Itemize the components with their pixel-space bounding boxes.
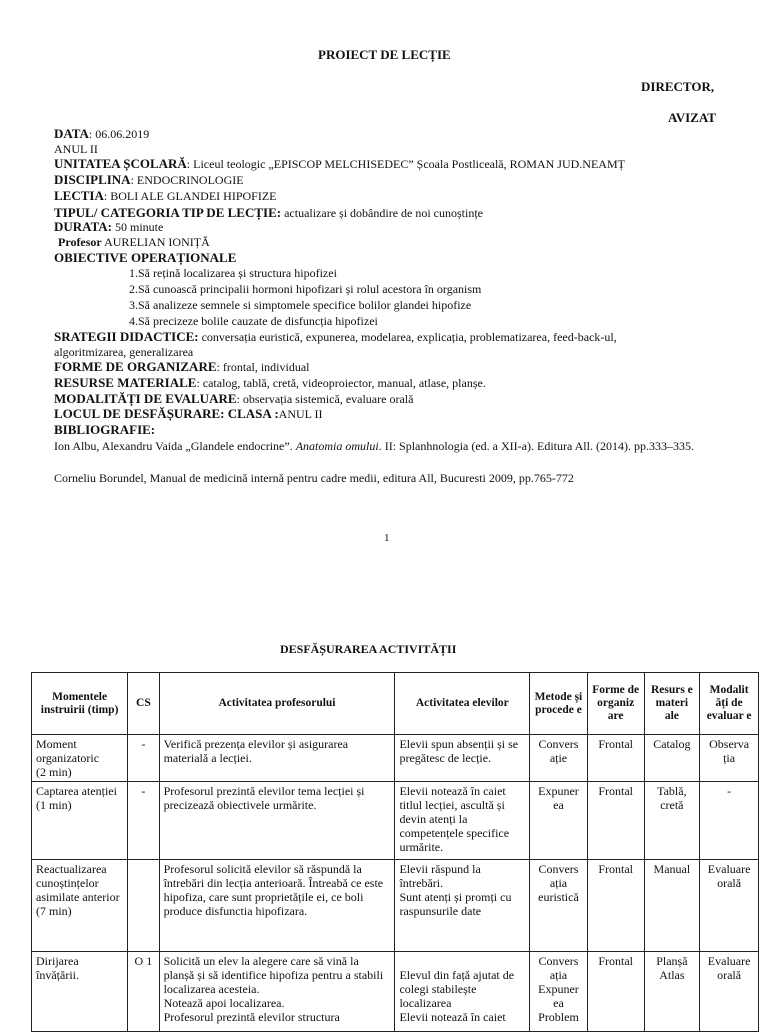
disciplina-line bbox=[54, 172, 244, 188]
cell-forme: Frontal bbox=[587, 782, 644, 860]
header-metode: Metode și procede e bbox=[530, 673, 588, 735]
header-forme: Forme de organiz are bbox=[587, 673, 644, 735]
biblio-1-details: . II: Splanhnologia (ed. a XII-a). Editura All. (2014). pp.333–335. bbox=[378, 439, 694, 453]
cell-moment: Captarea atenției (1 min) bbox=[32, 782, 128, 860]
header-elevi: Activitatea elevilor bbox=[395, 673, 530, 735]
disciplina-label: DISCIPLINA bbox=[54, 172, 131, 187]
cell-modalitati: Observa ția bbox=[700, 735, 759, 782]
strategii-line bbox=[54, 329, 617, 345]
modalitati-label: MODALITĂȚI DE EVALUARE bbox=[54, 391, 237, 406]
table-row bbox=[32, 952, 759, 1032]
cell-elevi: Elevul din față ajutat de colegi stabilește localizarea Elevii notează în caiet bbox=[395, 952, 530, 1032]
cell-resurse: Planșă Atlas bbox=[644, 952, 700, 1032]
bibliografie-item-2: Corneliu Borundel, Manual de medicină internă pentru cadre medii, editura All, Bucuresti 2009, pp.765-772 bbox=[54, 471, 574, 485]
table-row bbox=[32, 782, 759, 860]
cell-metode: Convers ație bbox=[530, 735, 588, 782]
forme-label: FORME DE ORGANIZARE bbox=[54, 359, 217, 374]
obiectiv-2: 2.Să cunoască principalii hormoni hipofizari și rolul acestora în organism bbox=[129, 282, 482, 296]
cell-forme: Frontal bbox=[587, 952, 644, 1032]
header-resurse: Resurs e materi ale bbox=[644, 673, 700, 735]
strategii-line-2: algoritmizarea, generalizarea bbox=[54, 345, 194, 359]
profesor-label: Profesor bbox=[58, 235, 102, 249]
avizat-label: AVIZAT bbox=[668, 110, 716, 125]
activity-table bbox=[31, 672, 759, 1032]
cell-elevi: Elevii răspund la întrebări. Sunt atenți și promți cu raspunsurile date bbox=[395, 860, 530, 952]
cell-cs: - bbox=[128, 782, 159, 860]
bibliografie-label: BIBLIOGRAFIE: bbox=[54, 422, 156, 437]
resurse-line bbox=[54, 375, 486, 391]
lectia-line bbox=[54, 188, 277, 204]
forme-value: : frontal, individual bbox=[216, 360, 310, 374]
unitatea-value: : Liceul teologic „EPISCOP MELCHISEDEC” Școala Postliceală, ROMAN JUD.NEAMȚ bbox=[186, 157, 625, 171]
lectia-label: LECTIA bbox=[54, 188, 104, 203]
obiective-label: OBIECTIVE OPERAȚIONALE bbox=[54, 250, 237, 265]
resurse-value: : catalog, tablă, cretă, videoproiector, manual, atlase, planșe. bbox=[196, 376, 486, 390]
obiectiv-4: 4.Să precizeze bolile cauzate de disfuncția hipofizei bbox=[129, 314, 378, 328]
data-label: DATA bbox=[54, 126, 89, 141]
cell-resurse: Catalog bbox=[644, 735, 700, 782]
unitatea-line bbox=[54, 156, 625, 172]
modalitati-line bbox=[54, 391, 413, 407]
data-line bbox=[54, 126, 149, 142]
durata-line bbox=[54, 219, 163, 235]
bibliografie-item-1 bbox=[54, 438, 724, 454]
resurse-label: RESURSE MATERIALE bbox=[54, 375, 197, 390]
cell-modalitati: Evaluare orală bbox=[700, 952, 759, 1032]
cell-forme: Frontal bbox=[587, 860, 644, 952]
data-value: : 06.06.2019 bbox=[88, 127, 150, 141]
biblio-1-title: Anatomia omului bbox=[295, 439, 379, 453]
unitatea-label: UNITATEA ȘCOLARĂ bbox=[54, 156, 187, 171]
header-cs: CS bbox=[128, 673, 159, 735]
cell-elevi: Elevii spun absenții și se pregătesc de lecție. bbox=[395, 735, 530, 782]
cell-resurse: Tablă, cretă bbox=[644, 782, 700, 860]
cell-forme: Frontal bbox=[587, 735, 644, 782]
durata-label: DURATA: bbox=[54, 219, 113, 234]
durata-value: 50 minute bbox=[112, 220, 164, 234]
table-row bbox=[32, 860, 759, 952]
section-title: DESFĂȘURAREA ACTIVITĂȚII bbox=[280, 642, 457, 656]
locul-value: ANUL II bbox=[278, 407, 323, 421]
cell-modalitati: - bbox=[700, 782, 759, 860]
profesor-value: AURELIAN IONIȚĂ bbox=[101, 235, 210, 249]
cell-cs: - bbox=[128, 735, 159, 782]
cell-resurse: Manual bbox=[644, 860, 700, 952]
locul-line bbox=[54, 406, 323, 422]
header-profesor: Activitatea profesorului bbox=[159, 673, 395, 735]
cell-cs bbox=[128, 860, 159, 952]
document-title: PROIECT DE LECȚIE bbox=[318, 47, 451, 62]
forme-line bbox=[54, 359, 310, 375]
obiectiv-3: 3.Să analizeze semnele si simptomele specifice bolilor glandei hipofize bbox=[129, 298, 472, 312]
cell-profesor: Solicită un elev la alegere care să vină la planșă și să identifice hipofiza pentru a stabili localizarea acesteia. Notează apoi localizarea. Profesorul prezintă elevilor structura bbox=[159, 952, 395, 1032]
locul-label: LOCUL DE DESFĂȘURARE: CLASA : bbox=[54, 406, 279, 421]
tipul-value: actualizare și dobândire de noi cunoștințe bbox=[281, 206, 484, 220]
table-header-row bbox=[32, 673, 759, 735]
modalitati-value: : observația sistemică, evaluare orală bbox=[236, 392, 414, 406]
cell-profesor: Verifică prezența elevilor și asigurarea materială a lecției. bbox=[159, 735, 395, 782]
strategii-label: SRATEGII DIDACTICE: bbox=[54, 329, 199, 344]
cell-cs: O 1 bbox=[128, 952, 159, 1032]
cell-moment: Dirijarea învățării. bbox=[32, 952, 128, 1032]
cell-metode: Expuner ea bbox=[530, 782, 588, 860]
page-number: 1 bbox=[384, 532, 390, 544]
lectia-value: : BOLI ALE GLANDEI HIPOFIZE bbox=[103, 189, 277, 203]
cell-modalitati: Evaluare orală bbox=[700, 860, 759, 952]
cell-elevi: Elevii notează în caiet titlul lecției, ascultă și devin atenți la competențele specifice urmărite. bbox=[395, 782, 530, 860]
cell-moment: Moment organizatoric (2 min) bbox=[32, 735, 128, 782]
profesor-line bbox=[58, 234, 210, 250]
cell-profesor: Profesorul solicită elevilor să răspundă la întrebări din lecția anterioară. Întreabă ce este hipofiza, care sunt proprietățile ei, ce boli produce disfunctia hipofizara. bbox=[159, 860, 395, 952]
tipul-label: TIPUL/ CATEGORIA TIP DE LECȚIE: bbox=[54, 205, 282, 220]
table-row bbox=[32, 735, 759, 782]
header-momentele: Momentele instruirii (timp) bbox=[32, 673, 128, 735]
cell-profesor: Profesorul prezintă elevilor tema lecției și precizează obiectivele urmărite. bbox=[159, 782, 395, 860]
obiectiv-1: 1.Să rețină localizarea și structura hipofizei bbox=[129, 266, 337, 280]
anul-line: ANUL II bbox=[54, 142, 98, 156]
cell-metode: Convers ația Expuner ea Problem bbox=[530, 952, 588, 1032]
disciplina-value: : ENDOCRINOLOGIE bbox=[130, 173, 244, 187]
cell-moment: Reactualizarea cunoștințelor asimilate anterior (7 min) bbox=[32, 860, 128, 952]
biblio-1-authors: Ion Albu, Alexandru Vaida „Glandele endocrine”. bbox=[54, 439, 296, 453]
director-label: DIRECTOR, bbox=[641, 79, 715, 94]
cell-metode: Convers ația euristică bbox=[530, 860, 588, 952]
header-modalitati: Modalit ăți de evaluar e bbox=[700, 673, 759, 735]
strategii-value: conversația euristică, expunerea, modelarea, explicația, problematizarea, feed-back-ul, bbox=[198, 330, 617, 344]
